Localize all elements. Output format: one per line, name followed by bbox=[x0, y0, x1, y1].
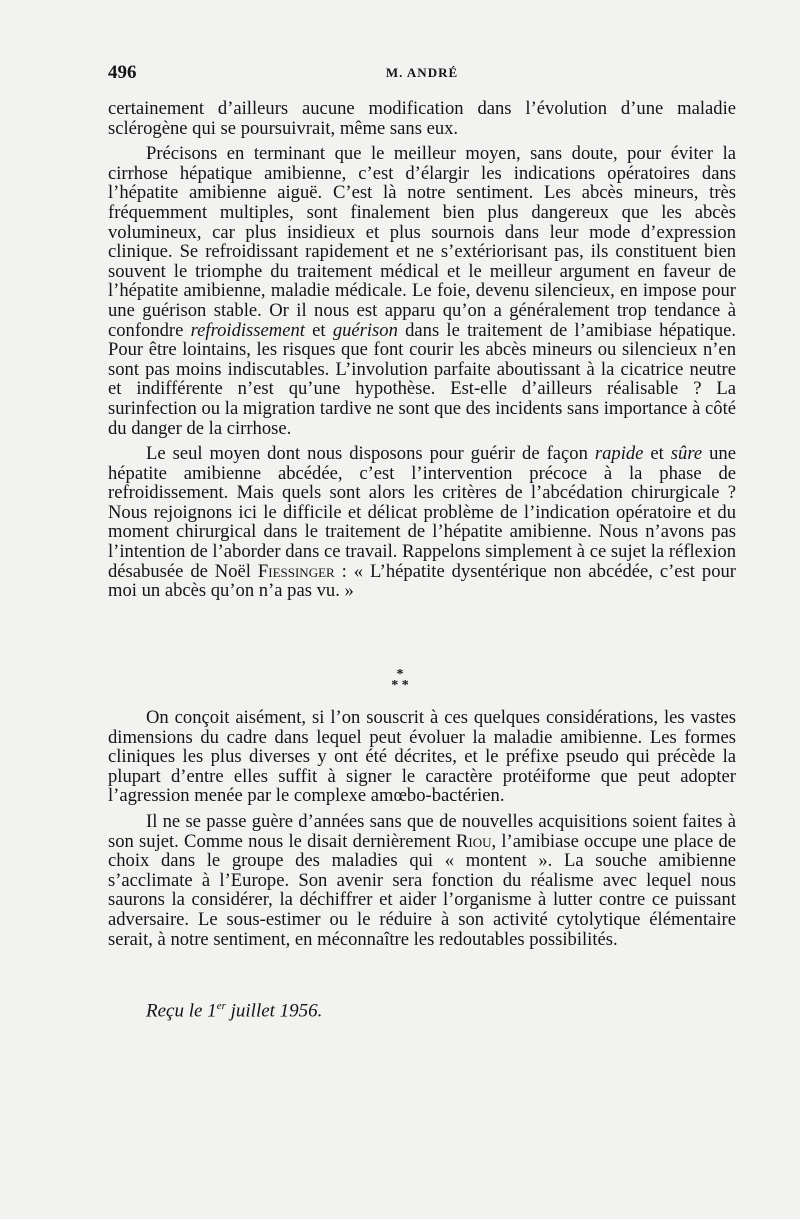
paragraph-text: et bbox=[650, 443, 664, 465]
paragraph-text: certainement d’ailleurs aucune modification dans l’évolution d’une maladie sclérogène qui se poursuivrait, même sans eux. bbox=[108, 98, 736, 139]
received-date bbox=[146, 1000, 322, 1022]
emphasis-text: refroidissement bbox=[190, 319, 305, 341]
paragraph-text: Le seul moyen dont nous disposons pour guérir de façon bbox=[146, 443, 588, 465]
paragraph-text: Il ne se passe guère d’années sans que de nouvelles acquisitions soient faites à son sujet. Comme nous le disait dernièrement bbox=[108, 810, 736, 852]
paragraph-on-concoit bbox=[108, 708, 736, 806]
section-ornament bbox=[0, 669, 800, 691]
running-head: M. ANDRÉ bbox=[385, 65, 459, 80]
page-number: 496 bbox=[108, 62, 137, 83]
paragraph-text: , l’amibiase occupe une place de choix dans le groupe des maladies qui « montent ». La souche amibienne s’acclimate à l’Europe. Son avenir sera fonction du réalisme avec lequel nous saurons la considérer, la déchiffrer et aider l’organisme à lutter contre ce puissant adversaire. Le sous-estimer ou le réduire à son activité cytolytique élémentaire serait, à notre sentiment, en méconnaître les redoutables possibilités. bbox=[108, 830, 736, 950]
page-header bbox=[108, 62, 736, 84]
emphasis-text: guérison bbox=[332, 319, 398, 341]
paragraph-text: dans le traitement de l’amibiase hépatique. Pour être lointains, les risques que font courir les abcès mineurs ou silencieux n’en sont pas moins indiscutables. L’involution parfaite aboutissant à la cicatrice neutre et indifférente n’est qu’une hypothèse. Est-elle d’ailleurs réalisable ? La surinfection ou la migration tardive ne sont que des incidents sans importance à côté du danger de la cirrhose. bbox=[108, 319, 737, 439]
body-text-section-1 bbox=[108, 99, 736, 607]
emphasis-text: rapide bbox=[594, 443, 644, 465]
paragraph-precisons bbox=[108, 144, 736, 438]
paragraph-text: : « L’hépatite dysentérique non abcédée, c’est pour moi un abcès qu’on n’a pas vu. » bbox=[108, 560, 736, 602]
received-prefix: Reçu le 1 bbox=[146, 1000, 217, 1022]
paragraph-text: et bbox=[312, 319, 326, 341]
paragraph-text: Précisons en terminant que le meilleur moyen, sans doute, pour éviter la cirrhose hépatique amibienne, c’est d’élargir les indications opératoires dans l’hépatite amibienne aiguë. C’est là notre sentiment. Les abcès mineurs, très fréquemment multiples, sont finalement bien plus dangereux que les abcès volumineux, car plus insidieux et plus sournois dans leur mode d’expression clinique. Se refroidissant rapidement et ne s’extériorisant pas, ils constituent bien souvent le triomphe du traitement médical et le meilleur argument en faveur de l’hépatite amibienne, maladie médicale. Le foie, devenu silencieux, en impose pour une guérison stable. Or il nous est apparu qu’on a généralement trop tendance à confondre bbox=[108, 143, 736, 341]
asterisk-top: * bbox=[396, 667, 404, 682]
received-superscript: er bbox=[216, 1000, 226, 1012]
paragraph-text: une hépatite amibienne abcédée, c’est l’intervention précoce à la phase de refroidissement. Mais quels sont alors les critères de l’abcédation chirurgicale ? Nous rejoignons ici le difficile et délicat problème de l’indication opératoire et du moment chirurgical dans le traitement de l’hépatite amibienne. Nous n’avons pas l’intention de l’aborder dans ce travail. Rappelons simplement à ce sujet la réflexion désabusée de Noël bbox=[108, 443, 736, 582]
paragraph-seul-moyen bbox=[108, 444, 736, 601]
emphasis-text: sûre bbox=[670, 443, 703, 465]
author-name: Riou bbox=[455, 830, 492, 852]
body-text-section-2 bbox=[108, 708, 736, 955]
author-name: Fiessinger bbox=[257, 560, 335, 582]
paragraph-text: On conçoit aisément, si l’on souscrit à ces quelques considérations, les vastes dimensions du cadre dans lequel peut évoluer la maladie amibienne. Les formes cliniques les plus diverses y ont été décrites, et le préfixe pseudo qui précède la plupart d’entre elles suffit à signer le caractère protéiforme que peut adopter l’agression menée par le complexe amœbo-bactérien. bbox=[108, 707, 736, 807]
received-suffix: juillet 1956. bbox=[225, 1000, 323, 1022]
paragraph-il-ne-se-passe bbox=[108, 812, 736, 949]
asterisk-bottom: * * bbox=[391, 678, 409, 693]
paragraph-continued bbox=[108, 99, 736, 138]
